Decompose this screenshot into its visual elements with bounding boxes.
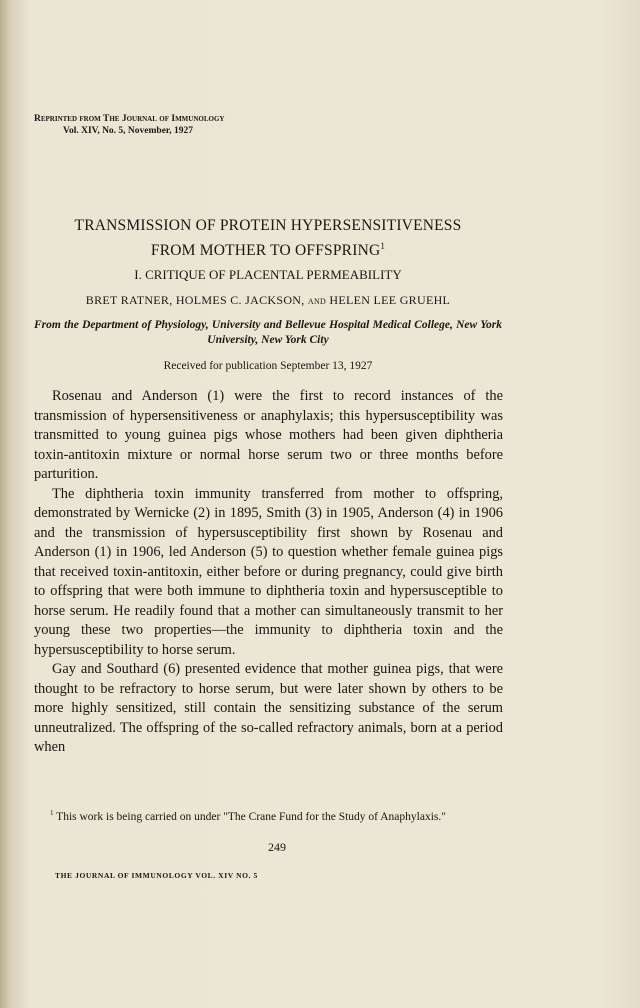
footnote-text: This work is being carried on under "The Crane Fund for the Study of Anaphylaxis." <box>56 810 446 823</box>
page-number: 249 <box>268 840 286 854</box>
title-line-1: TRANSMISSION OF PROTEIN HYPERSENSITIVENESS <box>74 217 462 234</box>
affiliation: From the Department of Physiology, University and Bellevue Hospital Medical College, New York University, New York City <box>34 319 502 346</box>
title-footnote-mark: 1 <box>380 241 386 251</box>
article-title <box>28 216 508 261</box>
body-paragraph-2: The diphtheria toxin immunity transferred from mother to offspring, demonstrated by Wernicke (2) in 1895, Smith (3) in 1905, Anderson (4) in 1906 and the transmission of hypersusceptibility first shown by Rosenau and Anderson (1) in 1906, led Anderson (5) to question whether female guinea pigs that received toxin-antitoxin, either before or during pregnancy, could give birth to offspring that were both immune to diphtheria toxin and hypersusceptible to horse serum. He readily found that a mother can simultaneously transmit to her young these two properties—the immunity to diphtheria toxin and the hypersusceptibility to horse serum. <box>34 485 503 658</box>
title-line-2-text: FROM MOTHER TO OFFSPRING <box>150 242 381 260</box>
reprint-line-1: Reprinted from The Journal of Immunology <box>34 114 225 124</box>
reprint-line-2: Vol. XIV, No. 5, November, 1927 <box>63 126 194 136</box>
footnote-mark: 1 <box>50 809 54 817</box>
author-list: BRET RATNER, HOLMES C. JACKSON, and HELEN LEE GRUEHL <box>85 293 451 307</box>
running-footer: THE JOURNAL OF IMMUNOLOGY VOL. XIV NO. 5 <box>55 871 258 880</box>
body-paragraph-1: Rosenau and Anderson (1) were the first to record instances of the transmission of hypersensitiveness or anaphylaxis; this hypersusceptibility was transmitted to young guinea pigs whose mothers had been given diphtheria toxin-antitoxin mixture or normal horse serum two or three months before parturition. <box>34 388 503 482</box>
reprint-notice <box>34 113 224 137</box>
footnote <box>34 806 503 825</box>
title-line-2 <box>28 236 508 261</box>
body-paragraph-3: Gay and Southard (6) presented evidence that mother guinea pigs, that were thought to be refractory to horse serum, but were later shown by others to be more highly sensitized, still contain the sensitizing substance of the serum unneutralized. The offspring of the so-called refractory animals, born at a period when <box>34 661 503 755</box>
received-date: Received for publication September 13, 1927 <box>163 360 373 372</box>
article-subtitle: I. CRITIQUE OF PLACENTAL PERMEABILITY <box>134 267 402 282</box>
article-body <box>34 387 503 758</box>
